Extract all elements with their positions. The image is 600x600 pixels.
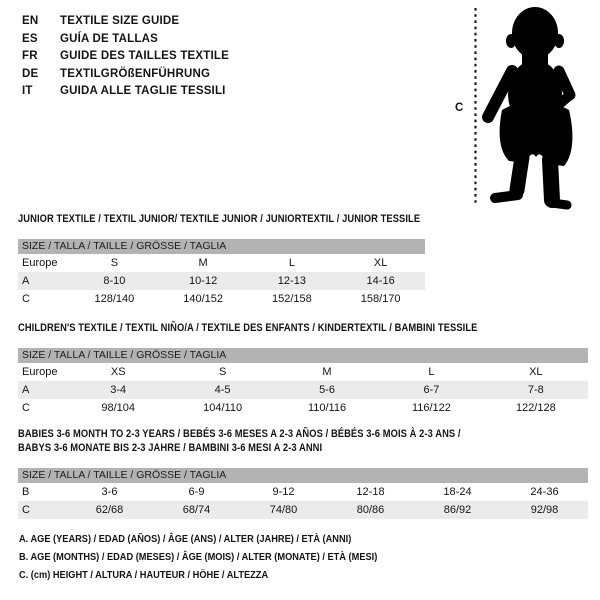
language-list [22, 13, 229, 101]
table-row [18, 363, 588, 381]
size-cell: 8-10 [103, 275, 126, 287]
footnote: C. (cm) HEIGHT / ALTURA / HAUTEUR / HÖHE / ALTEZZA [19, 569, 269, 581]
size-cell: 158/170 [360, 293, 401, 305]
size-cell: S [110, 257, 119, 269]
row-label: C [22, 402, 30, 414]
size-cell: 14-16 [366, 275, 395, 287]
language-row [22, 83, 229, 101]
language-code: EN [22, 15, 39, 27]
table-row [18, 399, 588, 417]
row-label: B [22, 486, 30, 498]
toddler-silhouette-icon [480, 4, 598, 213]
table-row [18, 483, 588, 501]
size-cell: 98/104 [101, 402, 136, 414]
footnotes [19, 530, 589, 584]
size-cell: 6-9 [188, 486, 205, 498]
size-cell: L [288, 257, 295, 269]
table-title [18, 212, 503, 226]
size-cell: 62/68 [95, 504, 124, 516]
size-cell: XS [110, 366, 126, 378]
table-title-line: BABIES 3-6 MONTH TO 2-3 YEARS / BEBÉS 3-6 MESES A 2-3 AÑOS / BÉBÉS 3-6 MOIS À 2-3 ANS / [18, 428, 461, 440]
table-row [18, 254, 425, 272]
size-cell: 86/92 [443, 504, 472, 516]
height-measure-line [474, 8, 477, 206]
language-code: IT [22, 85, 33, 97]
size-cell: 74/80 [269, 504, 298, 516]
row-label: C [22, 293, 30, 305]
size-cell: M [198, 257, 208, 269]
size-table-section [18, 427, 588, 519]
language-label: GUÍA DE TALLAS [60, 32, 158, 45]
size-table [18, 468, 588, 519]
size-cell: 3-6 [101, 486, 118, 498]
size-cell: 3-4 [110, 384, 127, 396]
size-cell: 10-12 [189, 275, 218, 287]
size-header-bar: SIZE / TALLA / TAILLE / GRÖSSE / TAGLIA [18, 348, 588, 363]
size-cell: 152/158 [271, 293, 312, 305]
row-label: A [22, 384, 30, 396]
size-cell: 80/86 [356, 504, 385, 516]
size-table [18, 239, 425, 308]
size-cell: 4-5 [214, 384, 231, 396]
footnote: A. AGE (YEARS) / EDAD (AÑOS) / ÂGE (ANS) / ALTER (JAHRE) / ETÀ (ANNI) [19, 533, 352, 545]
table-row [18, 272, 425, 290]
table-row [18, 290, 425, 308]
table-row [18, 381, 588, 399]
size-cell: 12-13 [277, 275, 306, 287]
measure-c-label: C [455, 102, 464, 114]
size-cell: 7-8 [527, 384, 544, 396]
table-row [18, 501, 588, 519]
language-code: DE [22, 67, 39, 80]
row-label: A [22, 275, 30, 287]
row-label: C [22, 504, 30, 516]
size-header-bar: SIZE / TALLA / TAILLE / GRÖSSE / TAGLIA [18, 468, 588, 483]
language-code: FR [22, 50, 38, 62]
size-table-section [18, 212, 588, 308]
size-cell: 18-24 [443, 486, 472, 498]
language-row [22, 31, 229, 49]
size-cell: 6-7 [423, 384, 440, 396]
size-cell: 128/140 [94, 293, 135, 305]
row-label: Europe [22, 257, 58, 269]
footnote: B. AGE (MONTHS) / EDAD (MESES) / ÂGE (MOIS) / ALTER (MONATE) / ETÀ (MESI) [19, 551, 378, 563]
size-cell: 5-6 [319, 384, 335, 396]
table-title-line: JUNIOR TEXTILE / TEXTIL JUNIOR/ TEXTILE JUNIOR / JUNIORTEXTIL / JUNIOR TESSILE [18, 213, 421, 225]
language-row [22, 66, 229, 84]
size-cell: M [322, 366, 332, 378]
language-row [22, 48, 229, 66]
size-cell: 110/116 [307, 402, 347, 414]
table-title-line: BABYS 3-6 MONATE BIS 2-3 JAHRE / BAMBINI 3-6 MESI A 2-3 ANNI [18, 442, 323, 454]
size-cell: L [428, 366, 435, 378]
size-cell: 12-18 [356, 486, 385, 498]
size-cell: 24-36 [530, 486, 559, 498]
size-cell: 92/98 [530, 504, 559, 516]
language-label: GUIDE DES TAILLES TEXTILE [60, 50, 229, 62]
language-label: GUIDA ALLE TAGLIE TESSILI [60, 85, 226, 97]
size-header-bar: SIZE / TALLA / TAILLE / GRÖSSE / TAGLIA [18, 239, 425, 254]
size-cell: 68/74 [182, 504, 211, 516]
size-cell: XL [373, 257, 388, 269]
language-label: TEXTILGRÖßENFÜHRUNG [60, 67, 211, 80]
measurement-figure [450, 0, 600, 216]
row-label: Europe [22, 366, 58, 378]
size-cell: 104/110 [203, 402, 243, 414]
size-cell: 116/122 [411, 402, 451, 414]
size-cell: 9-12 [272, 486, 295, 498]
size-cell: XL [529, 366, 543, 378]
size-tables-main [18, 212, 588, 519]
size-cell: 140/152 [183, 293, 223, 305]
size-cell: 122/128 [515, 402, 556, 414]
size-table-section [18, 321, 588, 417]
language-label: TEXTILE SIZE GUIDE [60, 15, 180, 27]
table-title-line: CHILDREN'S TEXTILE / TEXTIL NIÑO/A / TEXTILE DES ENFANTS / KINDERTEXTIL / BAMBINI TESSILE [18, 322, 478, 334]
language-row [22, 13, 229, 31]
size-cell: S [218, 366, 227, 378]
language-code: ES [22, 32, 38, 45]
table-title [18, 427, 503, 455]
table-title [18, 321, 503, 335]
size-table [18, 348, 588, 417]
